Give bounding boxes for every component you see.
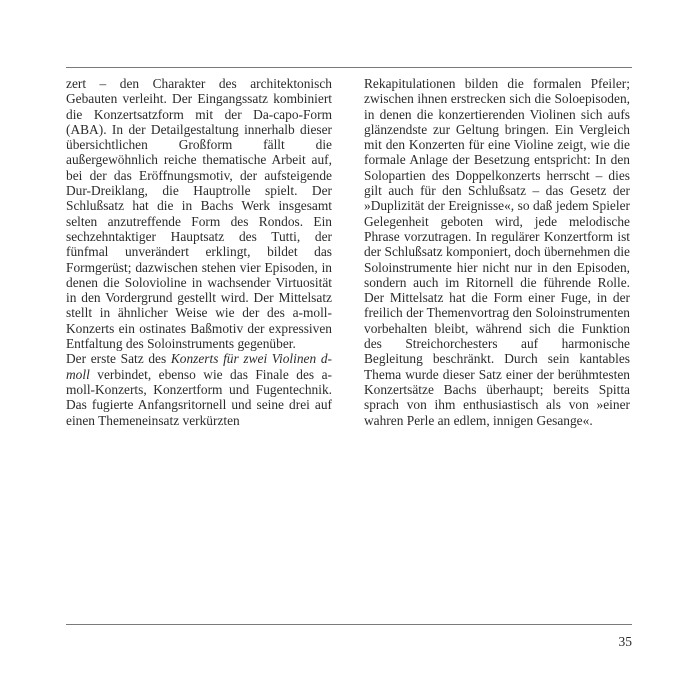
top-rule [66, 67, 632, 68]
left-paragraph-2 [66, 351, 332, 427]
work-title: Konzerts für zwei Violinen d-moll [66, 351, 332, 382]
left-paragraph-2-start: Der erste Satz des [66, 351, 171, 367]
bottom-rule [66, 624, 632, 625]
right-column [364, 76, 630, 428]
left-paragraph-1: zert – den Charakter des architektonisch Gebauten verleiht. Der Eingangssatz kombiniert die Konzertsatzform mit der Da-capo-Form (ABA). In der Detailgestaltung innerhalb dieser übersichtlichen Großform fällt die außergewöhnlich reiche thematische Arbeit auf, bei der das Eröffnungsmotiv, der aufsteigende Dur-Dreiklang, die Hauptrolle spielt. Der Schlußsatz hat die in Bachs Werk insgesamt selten anzutreffende Form des Rondos. Ein sechzehntaktiger Hauptsatz des Tutti, der fünfmal unverändert erklingt, bildet das Formgerüst; dazwischen stehen vier Episoden, in denen die Solovioline in wachsender Virtuosität in den Vordergrund gestellt wird. Der Mittelsatz stellt in ähnlicher Weise wie der des a-moll-Konzerts ein ostinates Baßmotiv der expressiven Entfaltung des Soloinstruments gegenüber. [66, 76, 332, 352]
page-number: 35 [618, 634, 632, 649]
right-paragraph-1: Rekapitulationen bilden die formalen Pfeiler; zwischen ihnen erstrecken sich die Soloepisoden, in denen die konzertierenden Violinen sich aufs glänzendste zur Geltung bringen. Ein Vergleich mit den Konzerten für eine Violine zeigt, wie die formale Anlage der Besetzung entspricht: In den Solopartien des Doppelkonzerts herrscht – dies gilt auch für den Schlußsatz – das Gesetz der »Duplizität der Ereignisse«, so daß jedem Spieler Gelegenheit geboten wird, jede melodische Phrase vorzutragen. In regulärer Konzertform ist der Schlußsatz komponiert, doch übernehmen die Soloinstrumente hier nicht nur in den Episoden, sondern auch im Ritornell die führende Rolle. Der Mittelsatz hat die Form einer Fuge, in der freilich der Themenvortrag den Soloinstrumenten vorbehalten bleibt, während sich die Funktion des Streichorchesters auf harmonische Begleitung beschränkt. Durch sein kantables Thema wurde dieser Satz einer der berühmtesten Konzertsätze Bachs überhaupt; bereits Spitta sprach von ihm enthusiastisch als von »einer wahren Perle an edlem, innigen Gesange«. [364, 76, 630, 428]
left-paragraph-2-end: verbindet, ebenso wie das Finale des a-moll-Konzerts, Konzertform und Fugentechnik. Das fugierte Anfangsritornell und seine drei auf einen Themeneinsatz verkürzten [66, 366, 332, 428]
left-column [66, 76, 332, 428]
